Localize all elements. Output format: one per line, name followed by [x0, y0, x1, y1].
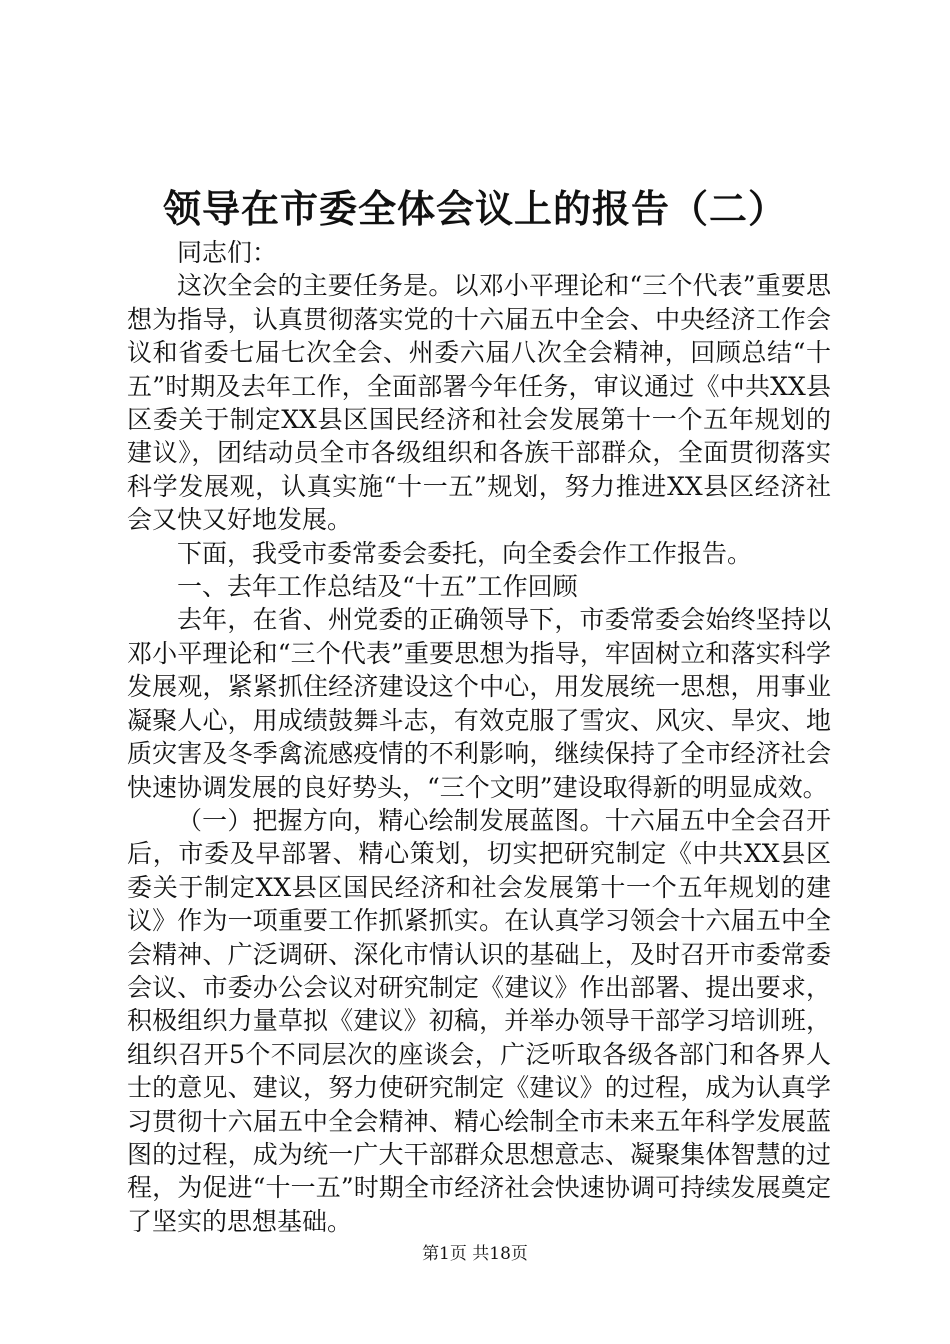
document-title: 领导在市委全体会议上的报告（二） [162, 186, 787, 231]
body-paragraph: 这次全会的主要任务是。以邓小平理论和“三个代表”重要思想为指导，认真贯彻落实党的十六届五中全会、中央经济工作会议和省委七届七次全会、州委六届八次全会精神，回顾总结“十五”时期及去年工作，全面部署今年任务，审议通过《中共XX县区委关于制定XX县区国民经济和社会发展第十一个五年规划的建议》，团结动员全市各级组织和各族干部群众，全面贯彻落实科学发展观，认真实施“十一五”规划，努力推进XX县区经济社会又快又好地发展。 [127, 271, 831, 535]
body-paragraph: （一）把握方向，精心绘制发展蓝图。十六届五中全会召开后，市委及早部署、精心策划，切实把研究制定《中共XX县区委关于制定XX县区国民经济和社会发展第十一个五年规划的建议》作为一项重要工作抓紧抓实。在认真学习领会十六届五中全会精神、广泛调研、深化市情认识的基础上，及时召开市委常委会议、市委办公会议对研究制定《建议》作出部署、提出要求，积极组织力量草拟《建议》初稿，并举办领导干部学习培训班，组织召开5个不同层次的座谈会，广泛听取各级各部门和各界人士的意见、建议，努力使研究制定《建议》的过程，成为认真学习贯彻十六届五中全会精神、精心绘制全市未来五年科学发展蓝图的过程，成为统一广大干部群众思想意志、凝聚集体智慧的过程，为促进“十一五”时期全市经济社会快速协调可持续发展奠定了坚实的思想基础。 [127, 805, 831, 1236]
salutation-paragraph: 同志们： [177, 238, 278, 267]
body-paragraph: 去年，在省、州党委的正确领导下，市委常委会始终坚持以邓小平理论和“三个代表”重要思想为指导，牢固树立和落实科学发展观，紧紧抓住经济建设这个中心，用发展统一思想，用事业凝聚人心，用成绩鼓舞斗志，有效克服了雪灾、风灾、旱灾、地质灾害及冬季禽流感疫情的不利影响，继续保持了全市经济社会快速协调发展的良好势头，“三个文明”建设取得新的明显成效。 [127, 605, 831, 802]
document-body [127, 236, 831, 1238]
page-footer: 第1页 共18页 [422, 1244, 528, 1264]
section-heading: 一、去年工作总结及“十五”工作回顾 [177, 572, 578, 602]
body-paragraph: 下面，我受市委常委会委托，向全委会作工作报告。 [177, 538, 753, 568]
